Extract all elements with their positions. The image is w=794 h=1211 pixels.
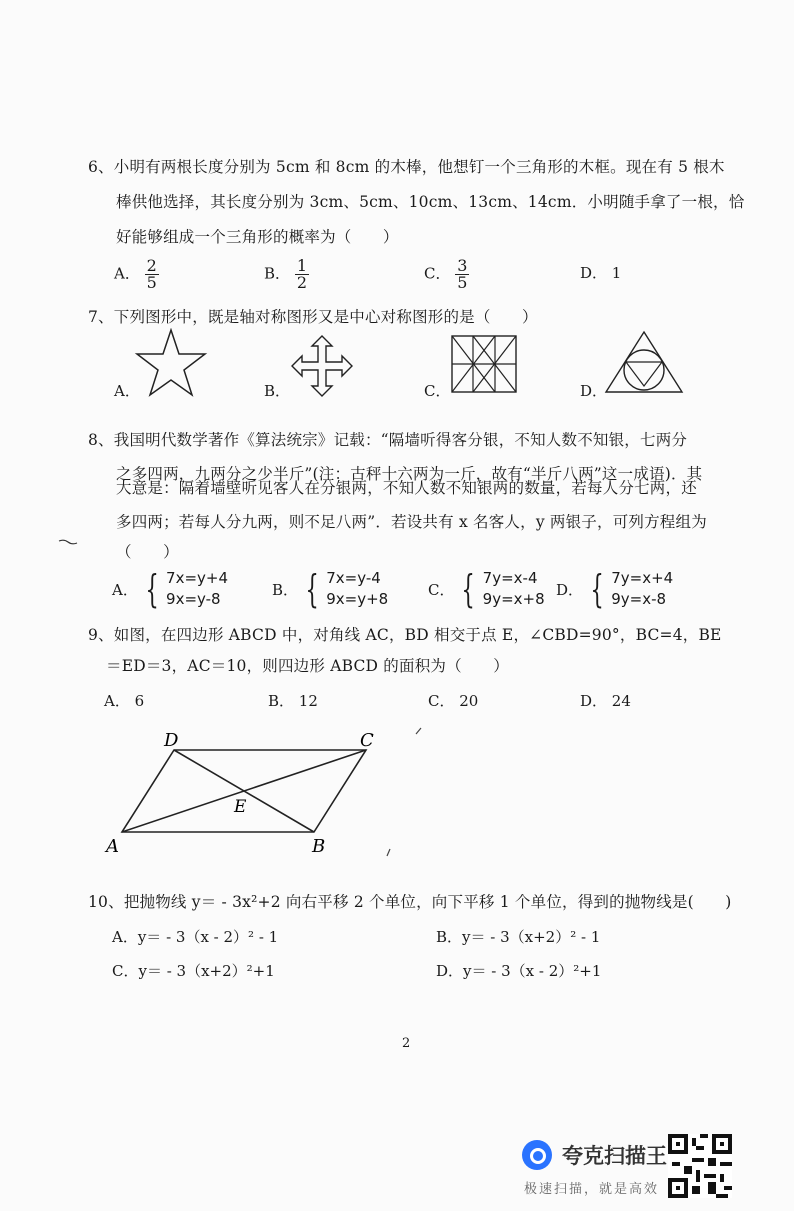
- option-label: A．: [112, 580, 138, 599]
- q9-option-d[interactable]: D． 24: [580, 692, 631, 710]
- qr-code-icon: [668, 1134, 732, 1198]
- q9-option-b[interactable]: B． 12: [268, 692, 318, 710]
- triangle-grid-figure: [450, 334, 518, 394]
- q7-option-d-label[interactable]: D．: [580, 382, 608, 400]
- q7-option-a-label[interactable]: A．: [114, 382, 140, 400]
- q8-line-5: （ ）: [116, 543, 179, 561]
- q8-line-1: 8、我国明代数学著作《算法统宗》记载：“隔墙听得客分银，不知人数不知银，七两分: [88, 431, 688, 449]
- q6-line-2: 棒供他选择，其长度分别为 3cm、5cm、10cm、13cm、14cm．小明随手拿了一根，恰: [116, 193, 745, 211]
- q8-option-a[interactable]: [112, 568, 228, 610]
- scan-speck: [414, 726, 424, 736]
- equation-system: D． { 7y=x+4 9y=x-8: [556, 567, 674, 611]
- q10-option-c[interactable]: C．y＝ - 3（x+2）²+1: [112, 962, 275, 980]
- vertex-label-e: E: [234, 797, 247, 817]
- quadrilateral-diagram: [100, 722, 400, 862]
- q8-line-4: 多四两；若每人分九两，则不足八两”．若设共有 x 名客人，y 两银子，可列方程组为: [116, 513, 707, 531]
- q10-line-1: 10、把抛物线 y＝ - 3x²+2 向右平移 2 个单位，向下平移 1 个单位，得到的抛物线是( ): [88, 893, 732, 911]
- q9-line-2: ＝ED＝3，AC＝10，则四边形 ABCD 的面积为（ ）: [106, 657, 509, 675]
- vertex-label-c: C: [360, 730, 374, 751]
- watermark-subtitle: 极速扫描，就是高效: [524, 1182, 660, 1197]
- q10-option-d[interactable]: D．y＝ - 3（x - 2）²+1: [436, 962, 602, 980]
- option-label: B．: [272, 580, 299, 599]
- scanner-logo-icon: [522, 1140, 552, 1170]
- option-label: A．: [114, 264, 140, 283]
- triangle-circle-figure: [604, 330, 684, 394]
- q10-option-b[interactable]: B．y＝ - 3（x+2）² - 1: [436, 928, 601, 946]
- q9-option-c[interactable]: C． 20: [428, 692, 479, 710]
- option-label: C．: [428, 580, 455, 599]
- q8-option-b[interactable]: [272, 568, 388, 610]
- q6-option-b[interactable]: [264, 258, 309, 291]
- vertex-label-a: A: [106, 836, 119, 857]
- scan-mark: [58, 538, 78, 546]
- q10-option-a[interactable]: A．y＝ - 3（x - 2）² - 1: [112, 928, 279, 946]
- vertex-label-b: B: [312, 836, 326, 857]
- q6-line-3: 好能够组成一个三角形的概率为（ ）: [116, 228, 399, 246]
- equation-system: B． { 7x=y-4 9x=y+8: [272, 567, 389, 611]
- option-label: C．: [424, 264, 451, 283]
- fraction: $\frac{3}{5}$: [457, 256, 468, 292]
- q7-option-b-label[interactable]: B．: [264, 382, 291, 400]
- q8-option-d[interactable]: [556, 568, 673, 610]
- q8-option-c[interactable]: [428, 568, 545, 610]
- q6-option-d[interactable]: D． 1: [580, 264, 622, 282]
- q6-option-c[interactable]: [424, 258, 469, 291]
- star-figure: [134, 328, 208, 398]
- option-label: D．: [556, 580, 584, 599]
- fraction: $\frac{1}{2}$: [296, 256, 307, 292]
- cross-arrows-figure: [290, 334, 354, 398]
- q6-line-1: 6、小明有两根长度分别为 5cm 和 8cm 的木棒，他想钉一个三角形的木框。现在有 5 根木: [88, 158, 725, 176]
- option-label: B．: [264, 264, 291, 283]
- q9-line-1: 9、如图，在四边形 ABCD 中，对角线 AC，BD 相交于点 E，∠CBD=90°，BC=4，BE: [88, 626, 722, 644]
- q7-line-1: 7、下列图形中，既是轴对称图形又是中心对称图形的是（ ）: [88, 308, 538, 326]
- q9-option-a[interactable]: A． 6: [104, 692, 145, 710]
- scanner-watermark: [520, 1132, 680, 1202]
- equation-system: C． { 7y=x-4 9y=x+8: [428, 567, 545, 611]
- scan-speck: [384, 846, 394, 858]
- equation-system: A． { 7x=y+4 9x=y-8: [112, 567, 229, 611]
- q8-line-3: 大意是：隔着墙壁听见客人在分银两，不知人数不知银两的数量，若每人分七两，还: [116, 479, 697, 497]
- q6-option-a[interactable]: [114, 258, 159, 291]
- vertex-label-d: D: [164, 730, 179, 751]
- watermark-title: 夸克扫描王: [562, 1144, 667, 1168]
- q7-option-c-label[interactable]: C．: [424, 382, 451, 400]
- fraction: $\frac{2}{5}$: [146, 256, 157, 292]
- page-number: 2: [402, 1036, 411, 1051]
- q8-line-2: 之多四两，九两分之少半斤”(注：古秤十六两为一斤，故有“半斤八两”这一成语)．其: [116, 465, 703, 483]
